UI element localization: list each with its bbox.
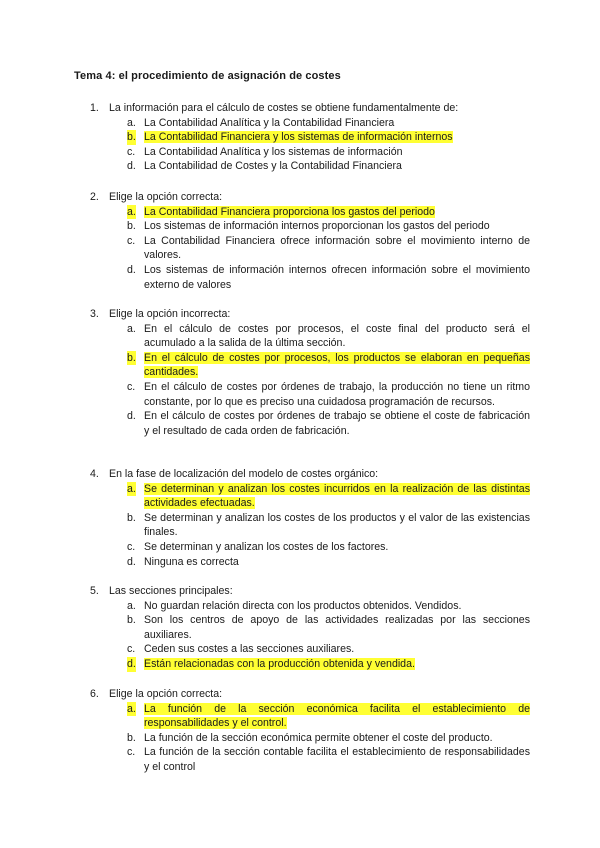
option-letter: a. [127,599,136,612]
question-number: 4. [90,468,99,480]
question-statement: Elige la opción incorrecta: [109,308,231,320]
question-1 [90,101,530,174]
option-text: La Contabilidad Financiera proporciona los gastos del periodo [144,205,435,218]
option-letter: c. [127,380,136,393]
option-a [90,482,530,511]
question-text [90,584,530,599]
option-text: En el cálculo de costes por órdenes de trabajo se obtiene el coste de fabricación y el resultado de cada orden de fabricación. [144,410,530,437]
option-letter: b. [127,220,136,233]
option-text: En el cálculo de costes por procesos, el coste final del producto será el acumulado a la salida de la última sección. [144,322,530,350]
question-text [90,467,530,482]
option-d [90,657,530,672]
option-a [90,702,530,731]
option-letter: c. [127,643,136,656]
option-text: La Contabilidad Financiera ofrece información sobre el movimiento interno de valores. [144,234,530,262]
option-d [90,263,530,292]
option-letter: a. [127,116,136,129]
option-letter: c. [127,540,136,553]
option-letter: b. [127,511,136,524]
option-text: No guardan relación directa con los productos obtenidos. Vendidos. [144,599,462,612]
option-b [90,130,530,145]
options-list [90,116,530,174]
option-text: La función de la sección contable facilita el establecimiento de responsabilidades y el control [144,746,530,773]
option-b [90,511,530,540]
option-letter: a. [127,702,136,715]
option-letter: b. [127,614,136,627]
question-6 [90,687,530,775]
options-list [90,322,530,439]
option-c [90,145,530,160]
option-c [90,540,530,555]
option-text: La Contabilidad de Costes y la Contabilidad Financiera [144,160,402,173]
option-text: Los sistemas de información internos ofrecen información sobre el movimiento externo de valores [144,263,530,291]
options-list [90,599,530,672]
options-list [90,702,530,775]
question-statement: Elige la opción correcta: [109,688,223,700]
question-number: 3. [90,308,99,320]
question-statement: Elige la opción correcta: [109,191,223,203]
question-number: 6. [90,688,99,700]
option-letter: a. [127,205,136,218]
option-letter: d. [127,263,136,276]
option-text: La función de la sección económica permite obtener el coste del producto. [144,731,493,744]
question-statement: Las secciones principales: [109,585,233,597]
option-c [90,642,530,657]
option-a [90,205,530,220]
option-text: Ceden sus costes a las secciones auxiliares. [144,643,355,656]
option-letter: c. [127,145,136,158]
question-statement: En la fase de localización del modelo de costes orgánico: [109,468,379,480]
option-text: Se determinan y analizan los costes de los productos y el valor de las existencias finales. [144,511,530,539]
option-letter: a. [127,482,136,495]
question-4 [90,467,530,569]
question-text [90,687,530,702]
option-d [90,409,530,438]
option-letter: d. [127,657,136,670]
option-text: Se determinan y analizan los costes incurridos en la realización de las distintas actividades efectuadas. [144,482,530,510]
options-list [90,482,530,570]
option-letter: c. [127,746,136,759]
option-text: Están relacionadas con la producción obtenida y vendida. [144,657,415,670]
option-d [90,555,530,570]
option-b [90,613,530,642]
option-a [90,599,530,614]
option-letter: d. [127,555,136,568]
option-text: La función de la sección económica facilita el establecimiento de responsabilidades y el control. [144,702,530,730]
option-b [90,219,530,234]
option-letter: d. [127,160,136,173]
option-text: En el cálculo de costes por procesos, los productos se elaboran en pequeñas cantidades. [144,351,530,379]
option-text: La Contabilidad Analítica y los sistemas de información [144,145,403,158]
option-text: Son los centros de apoyo de las actividades realizadas por las secciones auxiliares. [144,614,530,641]
option-a [90,322,530,351]
option-text: Ninguna es correcta [144,555,239,568]
option-c [90,745,530,774]
option-a [90,116,530,131]
option-text: Los sistemas de información internos proporcionan los gastos del periodo [144,220,490,233]
option-letter: d. [127,410,136,423]
option-text: En el cálculo de costes por órdenes de trabajo, la producción no tiene un ritmo constante, por lo que es preciso una cuidadosa programación de recursos. [144,380,530,408]
option-c [90,380,530,409]
options-list [90,205,530,293]
option-c [90,234,530,263]
option-text: Se determinan y analizan los costes de los factores. [144,540,389,553]
question-2 [90,190,530,292]
option-letter: a. [127,322,136,335]
question-number: 5. [90,585,99,597]
option-letter: b. [127,731,136,744]
question-text [90,307,530,322]
question-number: 2. [90,191,99,203]
question-5 [90,584,530,672]
option-letter: b. [127,351,136,364]
page-title: Tema 4: el procedimiento de asignación de costes [74,70,341,82]
option-text: La Contabilidad Analítica y la Contabilidad Financiera [144,116,395,129]
option-text: La Contabilidad Financiera y los sistemas de información internos [144,131,453,144]
question-statement: La información para el cálculo de costes se obtiene fundamentalmente de: [109,102,459,114]
question-3 [90,307,530,438]
option-b [90,731,530,746]
option-b [90,351,530,380]
option-d [90,159,530,174]
option-letter: b. [127,131,136,144]
question-text [90,190,530,205]
question-text [90,101,530,116]
option-letter: c. [127,234,136,247]
question-number: 1. [90,102,99,114]
